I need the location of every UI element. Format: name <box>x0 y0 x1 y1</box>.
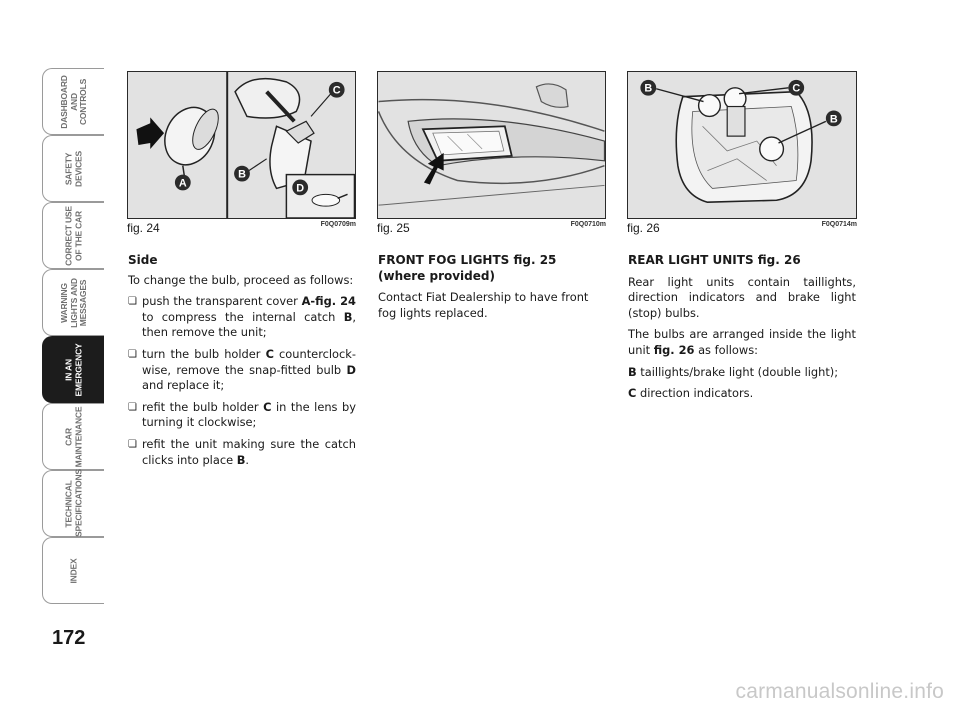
column-rear-light-units <box>628 253 856 408</box>
column-front-fog-lights <box>378 253 606 327</box>
tab-technical-specifications[interactable] <box>42 470 104 537</box>
tab-correct-use-of-the-car[interactable] <box>42 202 104 269</box>
figure-25-code: F0Q0710m <box>570 221 606 228</box>
front-fog-light-diagram <box>378 72 605 218</box>
tab-warning-lights-and-messages[interactable] <box>42 269 104 336</box>
tab-safety-devices[interactable] <box>42 135 104 202</box>
figure-24-label: fig. 24 <box>127 221 160 235</box>
list-item: B taillights/brake light (double light); <box>628 364 839 379</box>
tab-label: DASHBOARD AND CONTROLS <box>58 74 88 129</box>
tab-label: CAR MAINTENANCE <box>63 406 83 467</box>
figure-25-caption <box>377 221 606 235</box>
list-item: ❏ refit the unit making sure the catch clicks into place B. <box>128 437 356 468</box>
tab-label: SAFETY DEVICES <box>63 150 83 187</box>
tab-label: IN AN EMERGENCY <box>63 343 83 396</box>
tab-label: INDEX <box>67 558 78 583</box>
fog-lights-text: Contact Fiat Dealership to have front fog lights replaced. <box>378 290 589 320</box>
heading-rear-light-units: REAR LIGHT UNITS fig. 26 <box>628 253 801 267</box>
chapter-tabs <box>42 68 104 604</box>
side-indicator-diagram <box>128 72 355 218</box>
callout-b-left: B <box>644 82 653 95</box>
figure-24-caption <box>127 221 356 235</box>
figure-26-caption <box>627 221 857 235</box>
bulb-arrangement-text: The bulbs are arranged inside the light unit fig. 26 as follows: <box>628 327 856 357</box>
figure-24-illustration <box>127 71 356 219</box>
list-item: C direction indicators. <box>628 386 754 401</box>
tab-in-an-emergency[interactable] <box>42 336 104 403</box>
heading-front-fog-lights: FRONT FOG LIGHTS fig. 25 (where provided) <box>378 253 557 283</box>
tab-label: CORRECT USE OF THE CAR <box>63 205 83 266</box>
callout-a: A <box>178 177 187 190</box>
list-item: ❏ turn the bulb holder C counterclock-wise, remove the snap-fitted bulb D and replace it; <box>128 347 356 394</box>
figure-26-label: fig. 26 <box>627 221 660 235</box>
rear-light-unit-diagram <box>628 72 856 218</box>
subhead-side: Side <box>128 253 158 267</box>
callout-d: D <box>296 182 305 195</box>
intro-text: To change the bulb, proceed as follows: <box>128 272 354 287</box>
tab-dashboard-and-controls[interactable] <box>42 68 104 135</box>
callout-c: C <box>792 82 801 95</box>
callout-c: C <box>332 84 341 97</box>
callout-b-right: B <box>829 113 838 126</box>
page-number: 172 <box>52 627 86 649</box>
tab-index[interactable] <box>42 537 104 604</box>
figure-25-illustration <box>377 71 606 219</box>
tab-car-maintenance[interactable] <box>42 403 104 470</box>
callout-b: B <box>238 168 246 181</box>
column-side-indicator <box>128 253 356 474</box>
figure-26-code: F0Q0714m <box>821 221 857 228</box>
tab-label: TECHNICAL SPECIFICATIONS <box>63 468 83 537</box>
rear-lights-text: Rear light units contain taillights, direction indicators and brake light (stop) bulbs. <box>628 274 856 320</box>
tab-label: WARNING LIGHTS AND MESSAGES <box>58 277 88 328</box>
figure-24-code: F0Q0709m <box>320 221 356 228</box>
list-item: ❏ push the transparent cover A-fig. 24 to compress the internal catch B, then remove the unit; <box>128 294 356 341</box>
list-item: ❏ refit the bulb holder C in the lens by turning it clockwise; <box>128 400 356 431</box>
figure-25-label: fig. 25 <box>377 221 410 235</box>
watermark: carmanualsonline.info <box>735 680 944 703</box>
figure-26-illustration <box>627 71 857 219</box>
